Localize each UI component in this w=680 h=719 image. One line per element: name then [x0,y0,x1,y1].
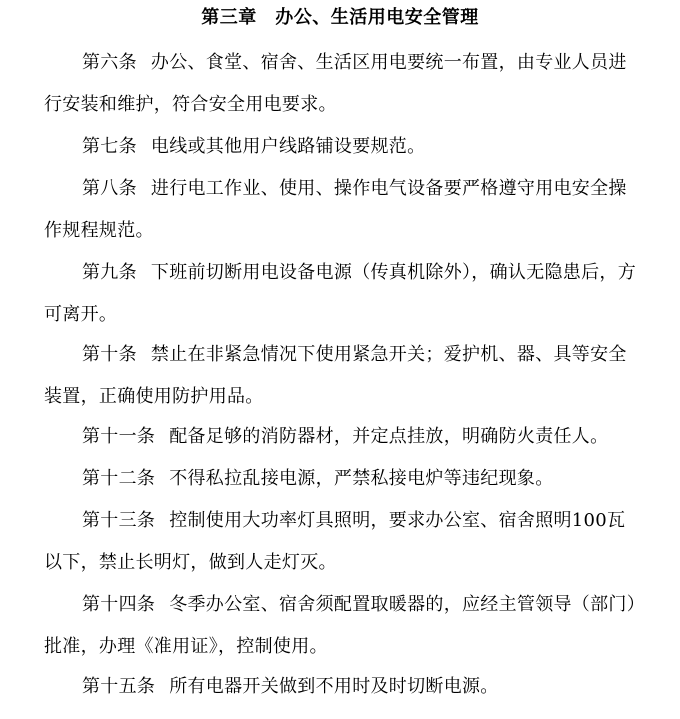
article-text: 禁止在非紧急情况下使用紧急开关；爱护机、器、具等安全装置，正确使用防护用品。 [44,344,627,407]
chapter-title: 第三章 办公、生活用电安全管理 [201,7,479,28]
article-7 [44,126,640,168]
article-6 [44,42,640,126]
article-number: 第十四条 [82,594,156,615]
article-14 [44,584,640,668]
article-text: 控制使用大功率灯具照明，要求办公室、宿舍照明100瓦以下，禁止长明灯，做到人走灯灭。 [44,510,626,573]
article-number: 第十五条 [82,676,156,697]
article-text: 所有电器开关做到不用时及时切断电源。 [169,676,499,697]
article-number: 第十二条 [82,468,156,489]
article-number: 第九条 [82,262,137,283]
article-number: 第六条 [82,52,137,73]
article-11 [44,416,640,458]
article-10 [44,334,640,418]
article-text: 办公、食堂、宿舍、生活区用电要统一布置，由专业人员进行安装和维护，符合安全用电要求。 [44,52,627,115]
article-text: 进行电工作业、使用、操作电气设备要严格遵守用电安全操作规程规范。 [44,178,627,241]
article-text: 配备足够的消防器材，并定点挂放，明确防火责任人。 [169,426,609,447]
article-text: 冬季办公室、宿舍须配置取暖器的，应经主管领导（部门）批准，办理《准用证》，控制使用。 [44,594,636,657]
article-number: 第七条 [82,136,137,157]
article-13 [44,500,640,584]
article-number: 第十三条 [82,510,156,531]
article-text: 不得私拉乱接电源，严禁私接电炉等违纪现象。 [169,468,554,489]
article-number: 第八条 [82,178,137,199]
article-text: 电线或其他用户线路铺设要规范。 [150,136,426,157]
article-number: 第十一条 [82,426,156,447]
article-8 [44,168,640,252]
article-15 [44,666,640,708]
article-9 [44,252,640,336]
article-number: 第十条 [82,344,137,365]
article-text: 下班前切断用电设备电源（传真机除外），确认无隐患后，方可离开。 [44,262,637,325]
article-12 [44,458,640,500]
